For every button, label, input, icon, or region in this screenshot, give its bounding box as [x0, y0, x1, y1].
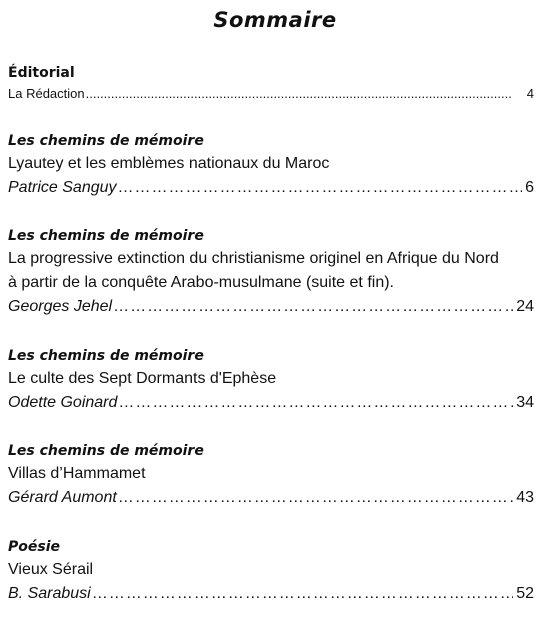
- dot-leader: [118, 391, 513, 415]
- section-heading: Éditorial: [8, 65, 75, 81]
- entry-page-number: 6: [525, 179, 534, 196]
- article-title: à partir de la conquête Arabo-musulmane (suite et fin).: [8, 274, 394, 291]
- toc-section-editorial: [8, 62, 534, 104]
- article-title: Vieux Sérail: [8, 561, 94, 578]
- entry-author: La Rédaction: [8, 86, 85, 101]
- toc-section-poesie: [8, 536, 534, 606]
- entry-page-number: 43: [516, 489, 534, 506]
- toc-section: [8, 225, 534, 319]
- article-title: Villas d’Hammamet: [8, 465, 146, 482]
- section-heading: Les chemins de mémoire: [8, 443, 204, 459]
- dot-leader: [118, 176, 523, 200]
- toc-entry[interactable]: [8, 84, 534, 104]
- entry-author: Odette Goinard: [8, 394, 118, 411]
- dot-leader: [113, 295, 513, 319]
- entry-page-number: 52: [516, 585, 534, 602]
- article-title: La progressive extinction du christianisme originel en Afrique du Nord: [8, 250, 499, 267]
- entry-author: Patrice Sanguy: [8, 179, 117, 196]
- toc-entry[interactable]: [8, 295, 534, 319]
- article-title: Lyautey et les emblèmes nationaux du Maroc: [8, 155, 330, 172]
- toc-entry[interactable]: [8, 582, 534, 606]
- toc-section: [8, 130, 534, 200]
- entry-author: Georges Jehel: [8, 298, 113, 315]
- toc-entry[interactable]: [8, 486, 534, 510]
- page-title: Sommaire: [213, 8, 337, 32]
- dot-leader: [92, 582, 513, 606]
- toc-entry[interactable]: [8, 391, 534, 415]
- toc-section: [8, 345, 534, 415]
- entry-page-number: 34: [516, 394, 534, 411]
- article-title: Le culte des Sept Dormants d'Ephèse: [8, 370, 277, 387]
- entry-author: B. Sarabusi: [8, 585, 91, 602]
- section-heading: Les chemins de mémoire: [8, 133, 204, 149]
- entry-page-number: 4: [526, 86, 534, 101]
- section-heading: Poésie: [8, 539, 61, 555]
- toc-section: [8, 440, 534, 510]
- toc-entry[interactable]: [8, 176, 534, 200]
- section-heading: Les chemins de mémoire: [8, 228, 204, 244]
- dot-leader: [86, 84, 512, 104]
- dot-leader: [118, 486, 513, 510]
- section-heading: Les chemins de mémoire: [8, 348, 204, 364]
- entry-author: Gérard Aumont: [8, 489, 117, 506]
- entry-page-number: 24: [516, 298, 534, 315]
